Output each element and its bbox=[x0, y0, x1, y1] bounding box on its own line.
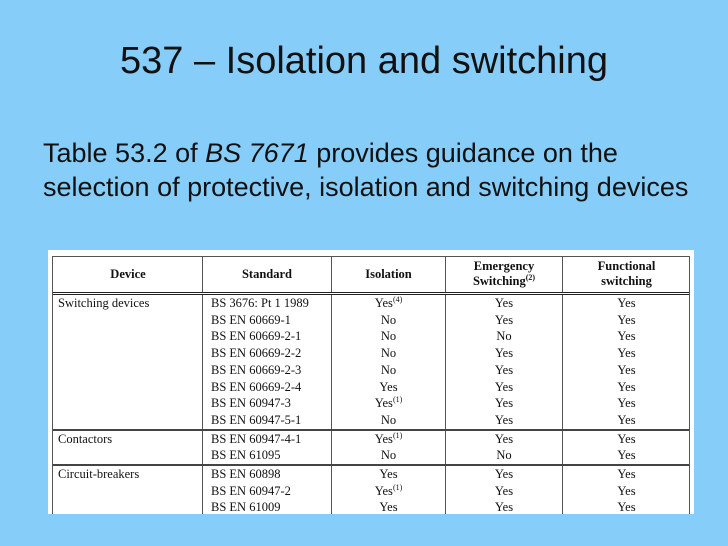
standard-value bbox=[211, 447, 327, 464]
header-emergency-line2: Switching bbox=[472, 274, 526, 288]
functional-value bbox=[567, 328, 686, 345]
functional-value-value: Yes bbox=[617, 346, 636, 361]
functional-value bbox=[567, 447, 686, 464]
standard-value-value: BS EN 60669-2-2 bbox=[211, 346, 302, 361]
isolation-value-value: No bbox=[380, 329, 397, 344]
functional-value-value: Yes bbox=[617, 500, 636, 514]
header-functional-line1: Functional bbox=[597, 259, 656, 273]
functional-value bbox=[567, 431, 686, 448]
device-name: Contactors bbox=[58, 431, 113, 446]
standard-cell bbox=[203, 430, 332, 465]
header-emergency-line1: Emergency bbox=[473, 259, 535, 273]
header-emergency-switching bbox=[446, 256, 563, 294]
isolation-value bbox=[336, 431, 441, 448]
isolation-note: (1) bbox=[392, 430, 403, 440]
emergency-value bbox=[450, 312, 558, 329]
table-body bbox=[52, 294, 690, 515]
table-header-row bbox=[52, 256, 690, 294]
emergency-value-value: Yes bbox=[494, 483, 514, 498]
functional-value-value: Yes bbox=[617, 312, 636, 327]
functional-value-value: Yes bbox=[617, 431, 636, 446]
standard-value-value: BS EN 61009 bbox=[211, 500, 281, 514]
standard-value-value: BS EN 60669-2-3 bbox=[211, 362, 302, 377]
table-row-group bbox=[52, 465, 690, 514]
isolation-value-value: No bbox=[380, 412, 397, 427]
functional-value-value: Yes bbox=[617, 483, 636, 498]
standard-value bbox=[211, 431, 327, 448]
functional-cell bbox=[563, 465, 691, 514]
emergency-value bbox=[450, 395, 558, 412]
isolation-value bbox=[336, 345, 441, 362]
intro-text-start: Table 53.2 of bbox=[43, 138, 206, 168]
functional-value bbox=[567, 412, 686, 429]
isolation-value bbox=[336, 447, 441, 464]
header-functional-switching bbox=[563, 256, 691, 294]
standard-value-value: BS EN 60669-1 bbox=[211, 312, 291, 327]
isolation-value bbox=[336, 362, 441, 379]
emergency-value bbox=[450, 345, 558, 362]
isolation-value bbox=[336, 499, 441, 514]
device-name: Circuit-breakers bbox=[58, 467, 140, 482]
isolation-note: (1) bbox=[392, 395, 403, 405]
functional-value bbox=[567, 312, 686, 329]
emergency-value bbox=[450, 499, 558, 514]
intro-standard-name: BS 7671 bbox=[205, 138, 309, 168]
device-cell bbox=[52, 465, 203, 514]
emergency-value bbox=[450, 379, 558, 396]
standard-value bbox=[211, 499, 327, 514]
isolation-value-value: Yes bbox=[379, 500, 398, 514]
isolation-value bbox=[336, 466, 441, 483]
isolation-value-value: No bbox=[380, 362, 397, 377]
standard-value bbox=[211, 466, 327, 483]
isolation-note: (4) bbox=[392, 294, 403, 304]
standard-value-value: BS EN 60669-2-1 bbox=[211, 329, 302, 344]
emergency-cell bbox=[446, 465, 563, 514]
header-standard: Standard bbox=[203, 256, 332, 294]
isolation-cell bbox=[332, 465, 446, 514]
functional-value-value: Yes bbox=[617, 396, 636, 411]
functional-value bbox=[567, 362, 686, 379]
isolation-value-value: Yes bbox=[374, 396, 393, 411]
standard-value bbox=[211, 379, 327, 396]
emergency-value-value: Yes bbox=[494, 500, 514, 514]
emergency-value-value: Yes bbox=[494, 346, 514, 361]
functional-value-value: Yes bbox=[617, 467, 636, 482]
emergency-value bbox=[450, 295, 558, 312]
emergency-value-value: Yes bbox=[494, 412, 514, 427]
functional-value-value: Yes bbox=[617, 448, 636, 463]
isolation-value bbox=[336, 328, 441, 345]
functional-value bbox=[567, 345, 686, 362]
isolation-value-value: Yes bbox=[374, 483, 393, 498]
functional-cell bbox=[563, 294, 691, 430]
isolation-value bbox=[336, 395, 441, 412]
table-row-group bbox=[52, 430, 690, 465]
standard-cell bbox=[203, 465, 332, 514]
emergency-value-value: Yes bbox=[494, 396, 514, 411]
header-isolation: Isolation bbox=[332, 256, 446, 294]
isolation-value-value: Yes bbox=[374, 431, 393, 446]
slide-title: 537 – Isolation and switching bbox=[120, 40, 608, 82]
table-image bbox=[48, 250, 694, 514]
standard-value-value: BS EN 60947-2 bbox=[211, 483, 291, 498]
standard-value bbox=[211, 412, 327, 429]
emergency-value bbox=[450, 447, 558, 464]
emergency-value bbox=[450, 483, 558, 500]
table-row-group bbox=[52, 294, 690, 430]
isolation-value bbox=[336, 379, 441, 396]
functional-value-value: Yes bbox=[617, 362, 636, 377]
emergency-cell bbox=[446, 430, 563, 465]
standard-value bbox=[211, 295, 327, 312]
standard-value-value: BS EN 60669-2-4 bbox=[211, 379, 302, 394]
isolation-cell bbox=[332, 294, 446, 430]
standard-value bbox=[211, 362, 327, 379]
functional-value-value: Yes bbox=[617, 329, 636, 344]
emergency-value-value: Yes bbox=[494, 362, 514, 377]
functional-value bbox=[567, 295, 686, 312]
device-cell bbox=[52, 430, 203, 465]
isolation-value-value: No bbox=[380, 346, 397, 361]
functional-value-value: Yes bbox=[617, 296, 636, 310]
standard-value bbox=[211, 483, 327, 500]
emergency-value-value: Yes bbox=[494, 312, 514, 327]
standard-cell bbox=[203, 294, 332, 430]
isolation-value bbox=[336, 483, 441, 500]
standard-value bbox=[211, 312, 327, 329]
emergency-value-value: Yes bbox=[494, 467, 514, 482]
functional-cell bbox=[563, 430, 691, 465]
isolation-value bbox=[336, 312, 441, 329]
functional-value bbox=[567, 379, 686, 396]
emergency-value bbox=[450, 362, 558, 379]
emergency-value-value: No bbox=[496, 329, 512, 344]
standard-value bbox=[211, 328, 327, 345]
functional-value bbox=[567, 395, 686, 412]
emergency-value-value: Yes bbox=[494, 431, 514, 446]
standard-value bbox=[211, 345, 327, 362]
emergency-value-value: Yes bbox=[494, 296, 514, 310]
standard-value-value: BS EN 60947-5-1 bbox=[211, 412, 302, 427]
header-emergency-note: (2) bbox=[525, 272, 536, 282]
isolation-cell bbox=[332, 430, 446, 465]
emergency-value-value: No bbox=[496, 448, 512, 463]
isolation-value-value: Yes bbox=[379, 467, 398, 482]
isolation-value-value: Yes bbox=[374, 296, 393, 310]
functional-value bbox=[567, 466, 686, 483]
intro-text bbox=[43, 136, 703, 204]
functional-value bbox=[567, 483, 686, 500]
emergency-value bbox=[450, 328, 558, 345]
emergency-value bbox=[450, 412, 558, 429]
isolation-value-value: Yes bbox=[379, 379, 398, 394]
functional-value-value: Yes bbox=[617, 412, 636, 427]
device-name: Switching devices bbox=[58, 296, 150, 310]
functional-value-value: Yes bbox=[617, 379, 636, 394]
standard-value-value: BS 3676: Pt 1 1989 bbox=[211, 296, 309, 310]
standard-value-value: BS EN 60947-3 bbox=[211, 396, 291, 411]
standard-value-value: BS EN 60947-4-1 bbox=[211, 431, 302, 446]
isolation-value bbox=[336, 295, 441, 312]
standard-value bbox=[211, 395, 327, 412]
isolation-value-value: No bbox=[380, 312, 397, 327]
header-device: Device bbox=[52, 256, 203, 294]
intro-text-end: provides guidance on the selection of protective, isolation and switching devices bbox=[43, 138, 689, 202]
isolation-value bbox=[336, 412, 441, 429]
emergency-cell bbox=[446, 294, 563, 430]
emergency-value bbox=[450, 431, 558, 448]
standard-value-value: BS EN 60898 bbox=[211, 467, 281, 482]
isolation-note: (1) bbox=[392, 482, 403, 492]
emergency-value bbox=[450, 466, 558, 483]
header-functional-line2: switching bbox=[601, 274, 652, 288]
standard-value-value: BS EN 61095 bbox=[211, 448, 281, 463]
isolation-value-value: No bbox=[380, 448, 397, 463]
functional-value bbox=[567, 499, 686, 514]
emergency-value-value: Yes bbox=[494, 379, 514, 394]
device-selection-table bbox=[52, 256, 690, 514]
device-cell bbox=[52, 294, 203, 430]
